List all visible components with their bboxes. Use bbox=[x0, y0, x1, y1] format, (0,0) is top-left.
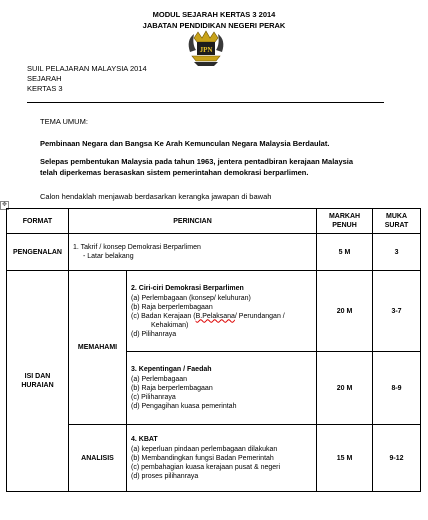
pengenalan-details bbox=[69, 234, 317, 271]
ciri-item-b: (b) Raja berperlembagaan bbox=[131, 303, 213, 311]
format-isi-line1: ISI DAN bbox=[24, 373, 51, 380]
kepentingan-item-c: (c) Pilihanraya bbox=[131, 394, 176, 401]
tema-paragraph-line1: Selepas pembentukan Malaysia pada tahun 1963, jentera pentadbiran kerajaan Malaysia bbox=[40, 157, 354, 166]
header-format: FORMAT bbox=[7, 209, 69, 234]
analisis-label: ANALISIS bbox=[69, 425, 127, 492]
module-title: MODUL SEJARAH KERTAS 3 2014 bbox=[152, 10, 276, 19]
analisis-details bbox=[127, 425, 317, 492]
header-markah-line2: PENUH bbox=[332, 222, 357, 229]
analisis-muka: 9-12 bbox=[373, 425, 421, 492]
header-muka bbox=[373, 209, 421, 234]
pengenalan-muka: 3 bbox=[373, 234, 421, 271]
analisis-markah: 15 M bbox=[317, 425, 373, 492]
divider bbox=[27, 102, 384, 103]
table-row-pengenalan bbox=[7, 234, 421, 271]
subject-name: SEJARAH bbox=[27, 74, 62, 83]
kepentingan-item-b: (b) Raja berperlembagaan bbox=[131, 385, 213, 392]
pengenalan-line2: - Latar belakang bbox=[83, 253, 134, 260]
pengenalan-markah: 5 M bbox=[317, 234, 373, 271]
format-pengenalan: PENGENALAN bbox=[7, 234, 69, 271]
ciri-item-a: (a) Perlembagaan (konsep/ keluhuran) bbox=[131, 294, 251, 302]
kepentingan-details bbox=[127, 352, 317, 425]
format-isi-line2: HURAIAN bbox=[21, 382, 54, 389]
table-row-ciri-ciri bbox=[7, 271, 421, 352]
header-markah-line1: MARKAH bbox=[328, 213, 361, 220]
exam-series: SUIL PELAJARAN MALAYSIA 2014 bbox=[27, 64, 147, 73]
svg-text:JPN: JPN bbox=[199, 46, 213, 54]
header-markah bbox=[317, 209, 373, 234]
instruction-text: Calon hendaklah menjawab berdasarkan kerangka jawapan di bawah bbox=[40, 192, 272, 201]
ciri-item-d: (d) Pilihanraya bbox=[131, 330, 177, 338]
pengenalan-line1: 1. Takrif / konsep Demokrasi Berparlimen bbox=[73, 244, 201, 251]
ciri-item-c-start: (c) Badan Kerajaan ( bbox=[131, 312, 196, 320]
paper-number: KERTAS 3 bbox=[27, 84, 63, 93]
analisis-item-a: (a) keperluan pindaan perlembagaan dilakukan bbox=[131, 446, 278, 453]
tema-label: TEMA UMUM: bbox=[40, 117, 88, 126]
tema-title: Pembinaan Negara dan Bangsa Ke Arah Kemunculan Negara Malaysia Berdaulat. bbox=[40, 139, 330, 148]
header-muka-line1: MUKA bbox=[386, 213, 408, 220]
ciri-ciri-details bbox=[127, 271, 317, 352]
analisis-item-d: (d) proses pilihanraya bbox=[131, 473, 199, 480]
ciri-item-c-cont: Kehakiman) bbox=[151, 321, 189, 329]
kepentingan-title: 3. Kepentingan / Faedah bbox=[131, 366, 212, 373]
analisis-item-c: (c) pembahagian kuasa kerajaan pusat & negeri bbox=[131, 464, 281, 471]
kepentingan-markah: 20 M bbox=[317, 352, 373, 425]
ciri-item-c bbox=[131, 312, 312, 321]
kepentingan-item-a: (a) Perlembagaan bbox=[131, 376, 188, 383]
tema-paragraph-line2: telah diperkemas berasaskan sistem pemerintahan demokrasi berparlimen. bbox=[40, 168, 309, 177]
department-title: JABATAN PENDIDIKAN NEGERI PERAK bbox=[142, 21, 286, 30]
answer-framework-table bbox=[6, 208, 421, 492]
table-move-handle[interactable]: ✥ bbox=[1, 202, 8, 208]
ciri-ciri-markah: 20 M bbox=[317, 271, 373, 352]
table-row-analisis bbox=[7, 425, 421, 492]
format-isi-huraian bbox=[7, 271, 69, 492]
analisis-item-b: (b) Membandingkan fungsi Badan Pemerintah bbox=[131, 455, 274, 462]
analisis-title: 4. KBAT bbox=[131, 436, 158, 443]
header-perincian: PERINCIAN bbox=[69, 209, 317, 234]
kepentingan-item-d: (d) Pengagihan kuasa pemerintah bbox=[131, 403, 237, 410]
kepentingan-muka: 8-9 bbox=[373, 352, 421, 425]
ciri-item-c-rest: / Perundangan / bbox=[234, 312, 285, 320]
header-muka-line2: SURAT bbox=[384, 222, 409, 229]
table-header-row bbox=[7, 209, 421, 234]
ciri-ciri-title: 2. Ciri-ciri Demokrasi Berparlimen bbox=[131, 284, 244, 292]
jpn-crest-logo bbox=[184, 30, 228, 70]
spelling-flag: B.Pelaksana bbox=[195, 312, 235, 320]
ciri-ciri-muka: 3-7 bbox=[373, 271, 421, 352]
memahami-label: MEMAHAMI bbox=[69, 271, 127, 425]
